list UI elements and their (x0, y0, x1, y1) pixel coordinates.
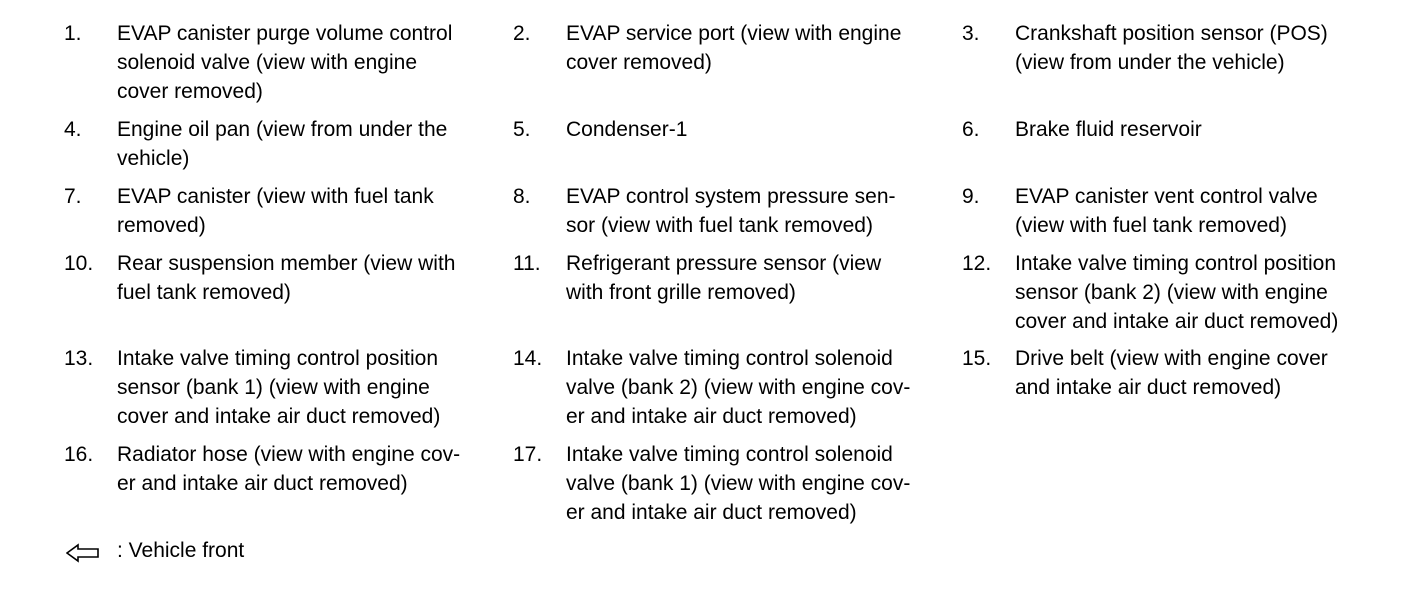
legend-number: 2. (513, 22, 531, 45)
legend-text-line: Rear suspension member (view with (117, 252, 456, 275)
legend-text-line: Engine oil pan (view from under the (117, 118, 448, 141)
legend-number: 7. (64, 185, 82, 208)
legend-text-line: valve (bank 1) (view with engine cov- (566, 472, 911, 495)
legend-text-line: valve (bank 2) (view with engine cov- (566, 376, 911, 399)
legend-text-line: er and intake air duct removed) (566, 405, 857, 428)
legend-number: 4. (64, 118, 82, 141)
legend-text-line: Condenser-1 (566, 118, 688, 141)
legend-text-line: Radiator hose (view with engine cov- (117, 443, 461, 466)
legend-text-line: cover removed) (117, 80, 263, 103)
legend-text-line: Intake valve timing control solenoid (566, 347, 893, 370)
legend-text-line: Brake fluid reservoir (1015, 118, 1202, 141)
legend-text-line: sensor (bank 1) (view with engine (117, 376, 430, 399)
legend-text-line: cover and intake air duct removed) (1015, 310, 1339, 333)
legend-text-line: Intake valve timing control solenoid (566, 443, 893, 466)
legend-text-line: sensor (bank 2) (view with engine (1015, 281, 1328, 304)
legend-text-line: er and intake air duct removed) (566, 501, 857, 524)
legend-number: 6. (962, 118, 980, 141)
arrow-left-outline-icon (66, 543, 100, 563)
legend-text-line: cover and intake air duct removed) (117, 405, 441, 428)
vehicle-front-label: : Vehicle front (117, 539, 245, 562)
legend-number: 11. (513, 252, 541, 275)
legend-text-line: er and intake air duct removed) (117, 472, 408, 495)
legend-text-line: cover removed) (566, 51, 712, 74)
legend-text-line: Crankshaft position sensor (POS) (1015, 22, 1328, 45)
legend-text-line: solenoid valve (view with engine (117, 51, 417, 74)
legend-text-line: with front grille removed) (566, 281, 796, 304)
legend-text-line: sor (view with fuel tank removed) (566, 214, 873, 237)
legend-text-line: fuel tank removed) (117, 281, 291, 304)
legend-number: 10. (64, 252, 94, 275)
legend-text-line: EVAP canister (view with fuel tank (117, 185, 434, 208)
legend-text-line: Intake valve timing control position (117, 347, 438, 370)
legend-text-line: and intake air duct removed) (1015, 376, 1282, 399)
legend-text-line: EVAP canister purge volume control (117, 22, 453, 45)
legend-number: 1. (64, 22, 82, 45)
legend-number: 13. (64, 347, 94, 370)
legend-text-line: (view from under the vehicle) (1015, 51, 1285, 74)
legend-number: 3. (962, 22, 980, 45)
legend-number: 8. (513, 185, 531, 208)
vehicle-front-note (64, 536, 364, 566)
legend-text-line: Refrigerant pressure sensor (view (566, 252, 882, 275)
legend-text-line: removed) (117, 214, 206, 237)
legend-text-line: EVAP canister vent control valve (1015, 185, 1318, 208)
legend-number: 15. (962, 347, 992, 370)
legend-text-line: vehicle) (117, 147, 190, 170)
legend-text-line: (view with fuel tank removed) (1015, 214, 1287, 237)
legend-number: 12. (962, 252, 992, 275)
legend-text-line: EVAP service port (view with engine (566, 22, 902, 45)
legend-text-line: Intake valve timing control position (1015, 252, 1336, 275)
legend-number: 9. (962, 185, 980, 208)
legend-number: 5. (513, 118, 531, 141)
legend-number: 16. (64, 443, 94, 466)
legend-text-line: EVAP control system pressure sen- (566, 185, 896, 208)
legend-text-line: Drive belt (view with engine cover (1015, 347, 1328, 370)
legend-number: 14. (513, 347, 543, 370)
legend-number: 17. (513, 443, 543, 466)
